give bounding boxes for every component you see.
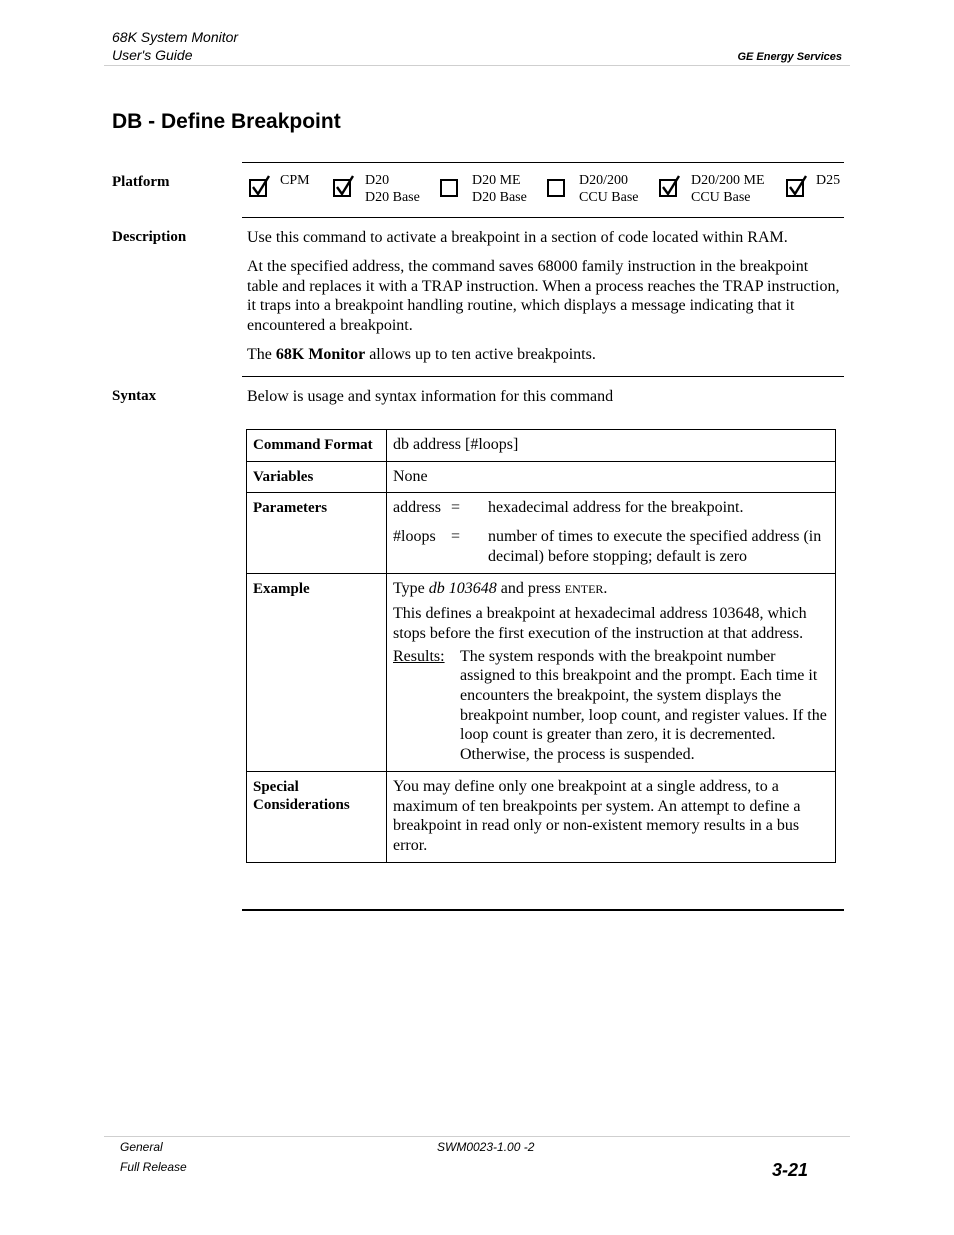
footer-release: Full Release [120,1160,187,1174]
footer-divider [104,1136,850,1137]
variables-value: None [387,461,836,493]
platform-item-line1: D20/200 [579,173,628,188]
platform-item-d20-me [440,172,527,206]
table-row-variables [247,461,836,493]
page-title: DB - Define Breakpoint [112,110,341,133]
enter-key-label: ENTER [564,581,604,596]
row-label: Variables [247,461,387,493]
platform-item-cpm [249,172,310,197]
parameter-item [393,527,829,566]
command-format-value: db address [#loops] [387,430,836,462]
description-paragraph-2: At the specified address, the command saves 68000 family instruction in the breakpoint table and replaces it with a TRAP instruction. When a process reaches the TRAP instruction, it traps into a breakpoint handling routine, which displays a message indicating that it encountered a breakpoint. [247,258,840,335]
platform-label: Platform [112,174,170,190]
description-paragraph-3: The 68K Monitor allows up to ten active breakpoints. [247,346,596,363]
platform-item-line1: D20/200 ME [691,173,765,188]
document-title-line1: 68K System Monitor [112,29,239,45]
document-title-line2: User's Guide [112,47,193,63]
example-instruction: Type db 103648 and press ENTER. [393,579,608,597]
row-label: Example [247,573,387,771]
command-syntax-table [246,429,836,863]
description-label: Description [112,229,187,245]
platform-item-line2: CCU Base [579,190,639,205]
parameter-name: #loops [393,528,436,546]
syntax-intro: Below is usage and syntax information for this command [247,388,614,405]
syntax-label: Syntax [112,388,157,404]
parameter-item [393,498,829,518]
results-text: The system responds with the breakpoint number assigned to this breakpoint and the prompt. Each time it encounters the breakpoint, the system displays the breakpoint number, loop count, and register values. If the loop count is greater than zero, it is decremented. Otherwise, the process is suspended. [460,647,827,764]
checkbox-checked-icon [659,179,677,197]
example-results [393,647,829,765]
platform-item-line1: D20 [365,173,390,188]
example-value [387,573,836,771]
platform-item-line2: CCU Base [691,190,751,205]
header-divider [104,65,850,66]
platform-item-line1: D25 [816,173,841,188]
platform-item-line2: D20 Base [472,190,527,205]
special-considerations-value: You may define only one breakpoint at a single address, to a maximum of ten breakpoints per system. An attempt to define a breakpoint in read only or non-existent memory results in a bus error. [387,771,836,862]
table-row-example [247,573,836,771]
platform-item-d20-200-me [659,172,765,206]
platform-bottom-divider [242,217,844,218]
table-row-parameters [247,493,836,573]
footer-doc-number: SWM0023-1.00 -2 [437,1140,535,1154]
parameter-description: number of times to execute the specified address (in decimal) before stopping; default is zero [488,528,822,565]
description-divider [242,376,844,377]
platform-item-line1: CPM [280,173,310,188]
section-end-divider [242,909,844,911]
platform-item-line2: D20 Base [365,190,420,205]
platform-top-divider [242,162,844,163]
table-row-command-format [247,430,836,462]
platform-item-line1: D20 ME [472,173,521,188]
company-name: GE Energy Services [737,51,842,63]
parameters-value [387,493,836,573]
parameter-equals: = [451,499,461,517]
parameter-name: address [393,499,441,517]
row-label: Command Format [247,430,387,462]
results-label: Results: [393,647,445,665]
platform-item-d20-200 [547,172,639,206]
document-title [112,28,238,64]
example-explanation: This defines a breakpoint at hexadecimal address 103648, which stops before the first execution of the instruction at that address. [393,605,807,642]
checkbox-checked-icon [249,179,267,197]
checkbox-checked-icon [786,179,804,197]
table-row-special-considerations [247,771,836,862]
checkbox-empty-icon [440,179,458,197]
example-command: db 103648 [428,579,497,597]
checkbox-checked-icon [333,179,351,197]
parameter-description: hexadecimal address for the breakpoint. [488,499,744,517]
monitor-name: 68K Monitor [275,346,366,363]
parameter-equals: = [451,528,461,546]
platform-item-d25 [786,172,840,197]
page-number: 3-21 [771,1160,808,1180]
row-label: Parameters [247,493,387,573]
description-paragraph-1: Use this command to activate a breakpoint in a section of code located within RAM. [247,229,788,246]
footer-category: General [120,1140,163,1154]
row-label: Special Considerations [247,771,387,862]
checkbox-empty-icon [547,179,565,197]
platform-item-d20 [333,172,420,206]
